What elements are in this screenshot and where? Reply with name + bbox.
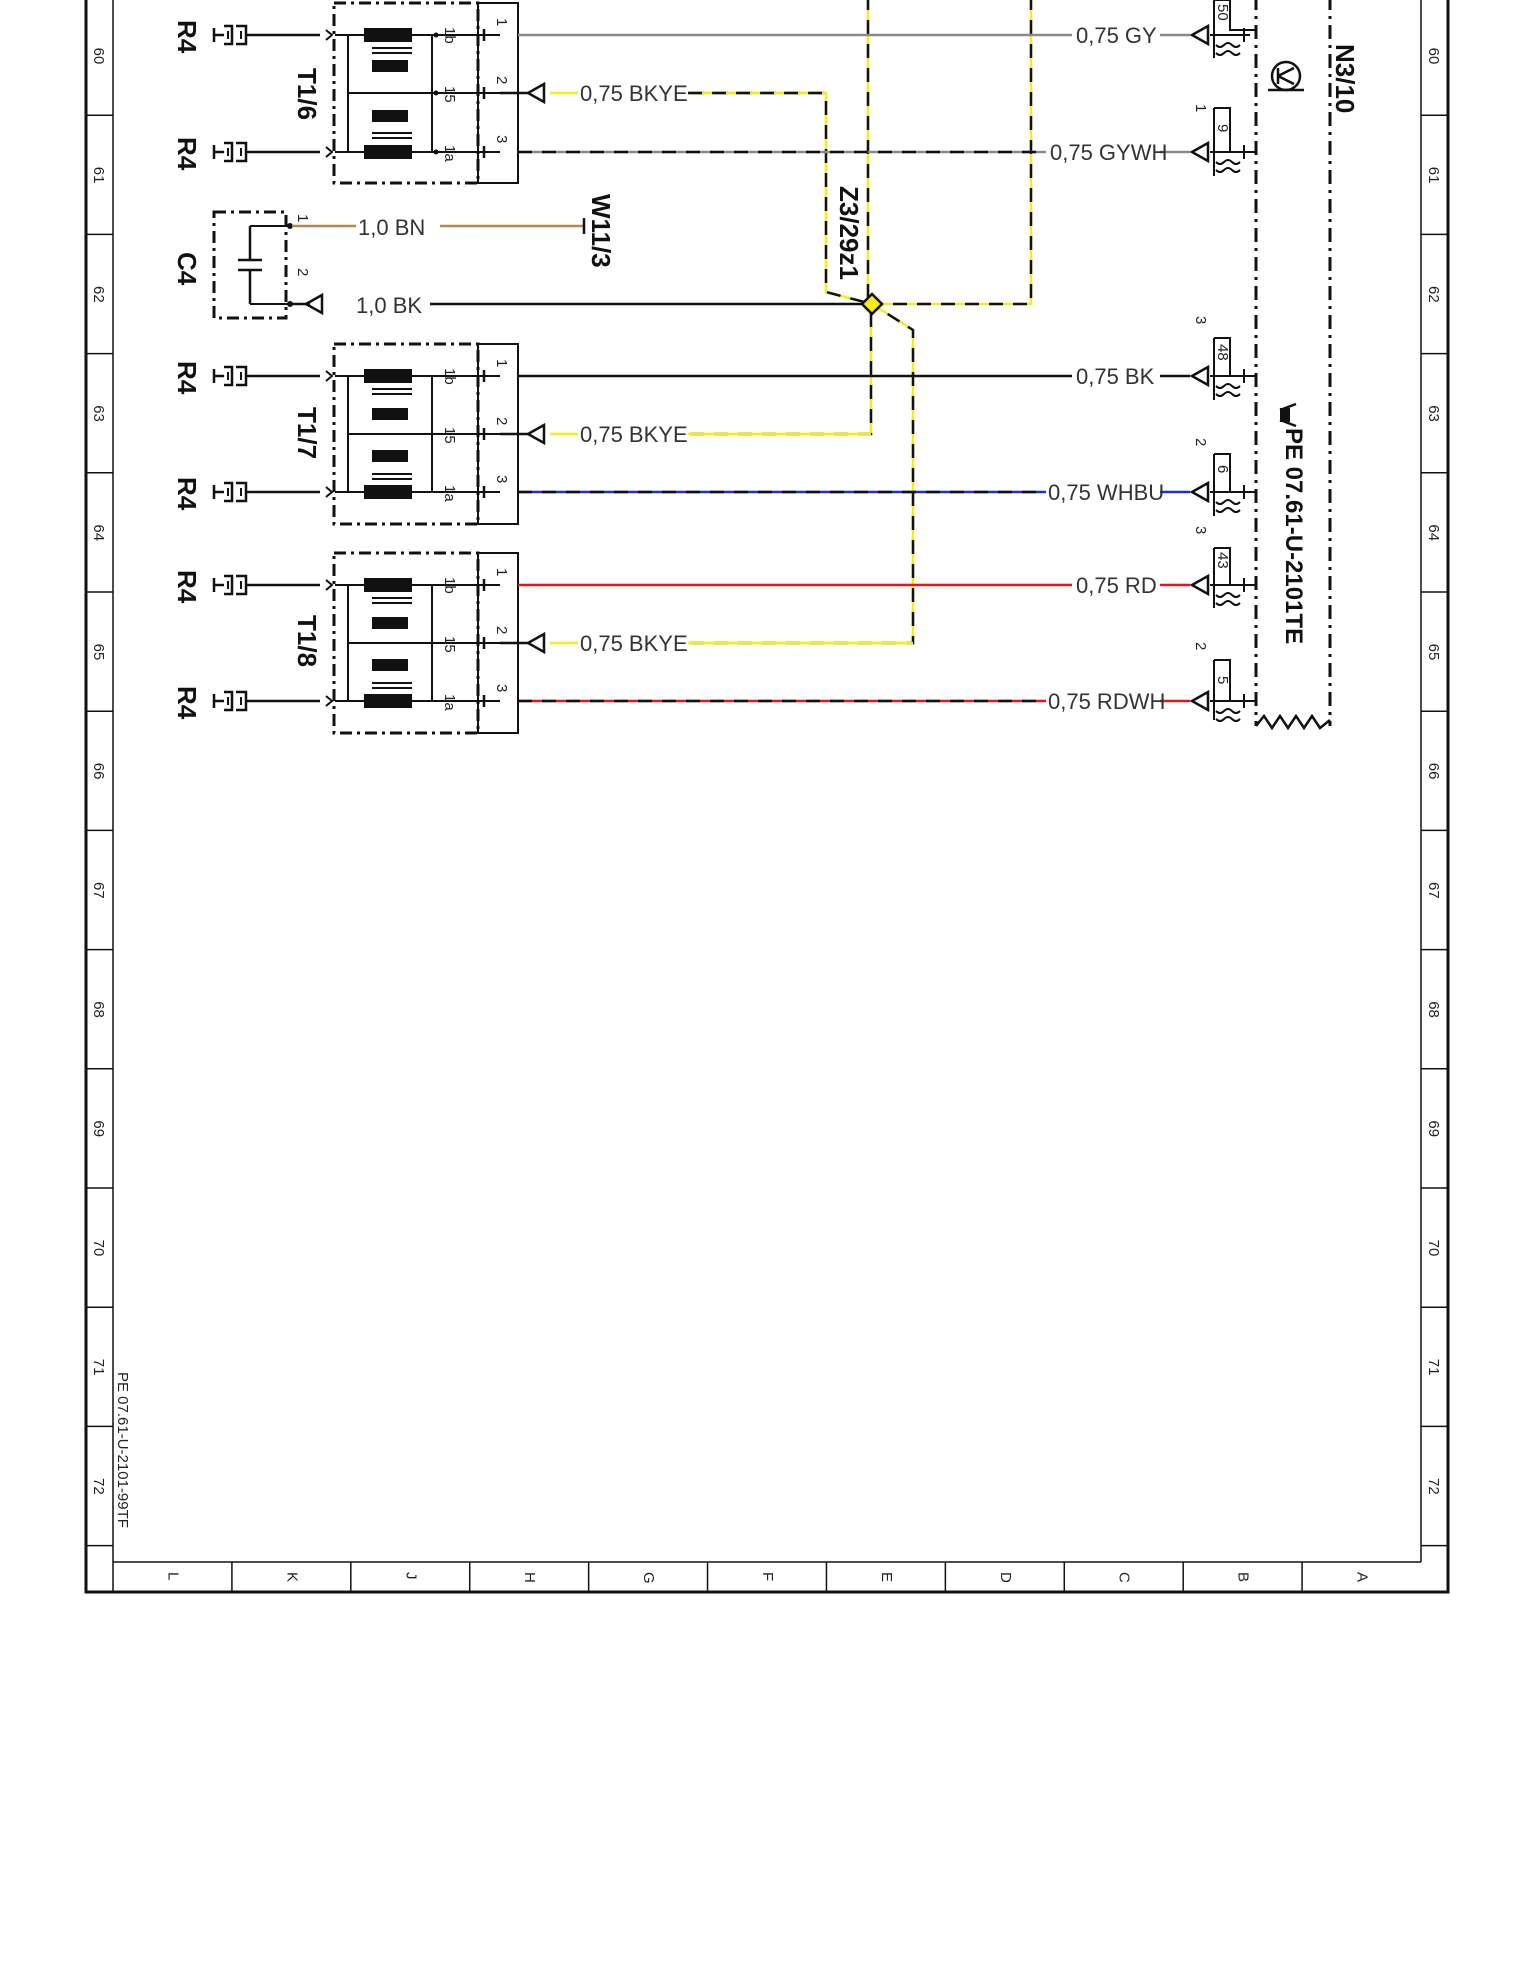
connector-arrow-icon — [306, 295, 322, 313]
n3-pin-43: 43 — [1214, 552, 1231, 569]
grid-row-label: 68 — [1425, 1001, 1442, 1018]
pin-1b: 1b — [441, 27, 458, 44]
r4-label: R4 — [172, 137, 202, 171]
capacitor-c4 — [214, 212, 293, 318]
r4-label: R4 — [172, 686, 202, 720]
connector-arrow-icon — [1192, 367, 1208, 385]
grid-column-label: J — [402, 1572, 420, 1580]
t1-6-label: T1/6 — [292, 68, 322, 121]
wire-label-bk: 1,0 BK — [356, 293, 423, 318]
r4-label: R4 — [172, 477, 202, 511]
pin-3: 3 — [493, 475, 510, 484]
n3-pin-48: 48 — [1214, 344, 1231, 361]
connector-arrow-icon — [528, 425, 544, 443]
grid-row-label: 71 — [90, 1358, 107, 1376]
spark-plug-connector-icon — [214, 367, 254, 385]
pin-1b: 1b — [441, 577, 458, 594]
pin-2: 2 — [493, 417, 510, 426]
wire-label-rd: 0,75 RD — [1076, 573, 1157, 598]
c4-pin-2: 2 — [294, 268, 311, 277]
connector-arrow-icon — [528, 634, 544, 652]
connector-arrow-icon — [528, 84, 544, 102]
yellow-bus — [690, 0, 1031, 643]
pin-3: 3 — [493, 135, 510, 144]
t1-8-label: T1/8 — [292, 615, 322, 668]
r4-label: R4 — [172, 20, 202, 54]
grid-row-label: 63 — [1425, 405, 1442, 422]
grid-column-label: A — [1353, 1572, 1371, 1583]
ignition-coil-t1-6 — [214, 3, 518, 183]
grid-row-label: 69 — [1425, 1120, 1442, 1138]
grid-column-label: K — [283, 1572, 301, 1583]
document-number: PE 07.61-U-2101-99TF — [114, 1372, 131, 1528]
grid-row-label: 66 — [1425, 762, 1442, 780]
z3-29z1-label: Z3/29z1 — [834, 186, 864, 280]
grid-row-label: 70 — [1425, 1239, 1442, 1257]
r4-label: R4 — [172, 570, 202, 604]
wire-label-bkye: 0,75 BKYE — [580, 81, 688, 106]
grid-row-label: 63 — [90, 405, 107, 422]
t1-7-label: T1/7 — [292, 407, 322, 460]
pin-3: 3 — [493, 684, 510, 693]
pin-1a: 1a — [441, 694, 458, 711]
connector-arrow-icon — [1192, 26, 1208, 44]
pin-2: 2 — [493, 76, 510, 85]
pin-15: 15 — [441, 636, 458, 653]
grid-column-label: E — [877, 1572, 895, 1583]
c4-label: C4 — [172, 252, 202, 286]
n3-pin-c2b: 2 — [1192, 642, 1209, 651]
n3-pin-6: 6 — [1214, 465, 1231, 474]
grid-row-label: 72 — [1425, 1478, 1442, 1495]
wire-label-gy: 0,75 GY — [1076, 23, 1157, 48]
grid-row-label: 60 — [90, 47, 107, 65]
n3-pin-c1: 1 — [1192, 104, 1209, 113]
pin-15: 15 — [441, 86, 458, 103]
spark-plug-connector-icon — [214, 692, 254, 710]
wire-label-rdwh: 0,75 RDWH — [1048, 689, 1166, 714]
spark-plug-connector-icon — [214, 26, 254, 44]
pin-1a: 1a — [441, 485, 458, 502]
wire-label-gywh: 0,75 GYWH — [1050, 140, 1168, 165]
pin-1: 1 — [493, 359, 510, 368]
n3-pin-c3b: 3 — [1192, 526, 1209, 535]
pin-1b: 1b — [441, 368, 458, 385]
z3-29z1-junction — [862, 294, 882, 314]
drawing-frame — [86, 0, 1448, 1592]
connector-arrow-icon — [1192, 692, 1208, 710]
w11-3-label: W11/3 — [586, 194, 616, 268]
control-unit-n3-10 — [1210, 0, 1330, 728]
n3-pin-50: 50 — [1214, 4, 1231, 21]
pin-1a: 1a — [441, 145, 458, 162]
n3-pin-c2a: 2 — [1192, 438, 1209, 447]
c4-pin-1: 1 — [294, 214, 311, 223]
grid-row-label: 61 — [90, 166, 107, 184]
spark-plug-connector-icon — [214, 143, 254, 161]
grid-row-label: 64 — [90, 524, 107, 542]
grid-column-label: B — [1234, 1572, 1252, 1583]
grid-row-label: 65 — [1425, 643, 1442, 661]
grid-labels — [86, 48, 1448, 1592]
wire-c4-bn — [292, 218, 584, 234]
wire-label-bn: 1,0 BN — [358, 215, 426, 240]
grid-row-label: 60 — [1425, 47, 1442, 65]
document-reference-icon — [1280, 404, 1296, 426]
connector-arrow-icon — [1192, 576, 1208, 594]
grid-column-label: C — [1115, 1572, 1133, 1583]
n3-pin-c3a: 3 — [1192, 316, 1209, 325]
ignition-coil-t1-8 — [214, 553, 518, 733]
grid-row-label: 65 — [90, 643, 107, 661]
grid-column-label: L — [164, 1572, 182, 1581]
grid-row-label: 64 — [1425, 524, 1442, 542]
n3-pin-9: 9 — [1214, 124, 1231, 133]
wire-label-bk: 0,75 BK — [1076, 364, 1155, 389]
grid-row-label: 61 — [1425, 166, 1442, 184]
pin-15: 15 — [441, 427, 458, 444]
grid-column-label: D — [996, 1572, 1014, 1583]
r4-label: R4 — [172, 361, 202, 395]
grid-column-label: F — [759, 1572, 776, 1582]
grid-row-label: 62 — [1425, 286, 1442, 303]
reference-label: PE 07.61-U-2101TE — [1280, 428, 1307, 645]
spark-plug-connector-icon — [214, 576, 254, 594]
connector-arrow-icon — [1192, 483, 1208, 501]
wire-label-bkye: 0,75 BKYE — [580, 631, 688, 656]
pin-2: 2 — [493, 626, 510, 635]
n3-pin-5: 5 — [1214, 676, 1231, 685]
grid-row-label: 70 — [90, 1239, 107, 1257]
grid-row-label: 62 — [90, 286, 107, 303]
grid-column-label: H — [521, 1572, 539, 1583]
spark-plug-connector-icon — [214, 483, 254, 501]
grid-row-label: 72 — [90, 1478, 107, 1495]
wire-label-bkye: 0,75 BKYE — [580, 422, 688, 447]
grid-row-label: 68 — [90, 1001, 107, 1018]
grid-column-label: G — [640, 1572, 658, 1584]
grid-row-label: 67 — [90, 882, 107, 899]
grid-row-label: 67 — [1425, 882, 1442, 899]
grid-row-label: 66 — [90, 762, 107, 780]
ignition-coil-t1-7 — [214, 344, 518, 524]
grid-row-label: 69 — [90, 1120, 107, 1138]
grid-row-label: 71 — [1425, 1358, 1442, 1376]
wire-label-whbu: 0,75 WHBU — [1048, 480, 1165, 505]
connector-arrow-icon — [1192, 143, 1208, 161]
n3-10-label: N3/10 — [1330, 44, 1360, 114]
pin-1: 1 — [493, 18, 510, 27]
transistor-icon — [1268, 62, 1304, 90]
pin-1: 1 — [493, 568, 510, 577]
